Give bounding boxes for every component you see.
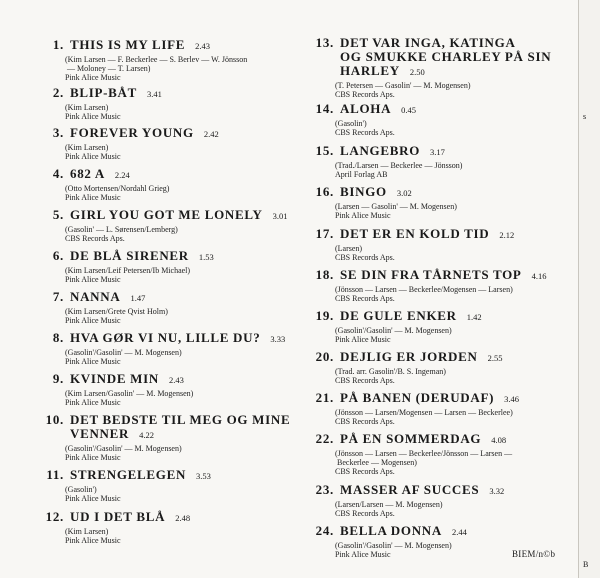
track-duration: 3.53 — [196, 471, 211, 481]
track-duration: 1.53 — [198, 252, 214, 262]
track-title: MASSER AF SUCCES — [340, 482, 480, 497]
track-title: BELLA DONNA — [340, 523, 442, 538]
track-title: DET ER EN KOLD TID — [340, 226, 490, 241]
track-title: DEJLIG ER JORDEN — [340, 349, 478, 364]
track-title-continued: OG SMUKKE CHARLEY PÅ SIN — [340, 49, 552, 64]
track-title: BINGO — [340, 184, 387, 199]
track-duration: 2.44 — [451, 527, 467, 537]
track-number: 18. — [315, 267, 334, 282]
track-title: UD I DET BLÅ — [70, 509, 166, 524]
track-credits: (Kim Larsen — F. Beckerlee — S. Berlev — W. Jönsson — Moloney — T. Larsen) — [65, 55, 248, 73]
track-publisher: CBS Records Aps. — [335, 294, 395, 303]
track-title: GIRL YOU GOT ME LONELY — [70, 207, 263, 222]
track-credits: (Jönsson — Larsen — Beckerlee/Jönsson — Larsen — Beckerlee — Mogensen) — [335, 449, 513, 467]
track-number: 14. — [315, 101, 334, 116]
track-8 — [40, 331, 302, 366]
track-duration: 3.32 — [489, 486, 505, 496]
track-publisher: Pink Alice Music — [65, 193, 121, 202]
track-duration: 0.45 — [401, 105, 417, 115]
track-9 — [40, 372, 302, 407]
track-duration: 3.33 — [270, 334, 286, 344]
track-publisher: Pink Alice Music — [65, 398, 121, 407]
track-title-continued: HARLEY — [340, 63, 400, 78]
track-credits: (Gasolin'/Gasolin' — M. Mogensen) — [335, 541, 452, 550]
track-credits: (Larsen — Gasolin' — M. Mogensen) — [335, 202, 457, 211]
track-credits: (Trad./Larsen — Beckerlee — Jönsson) — [335, 161, 463, 170]
track-number: 2. — [52, 85, 64, 100]
track-title: DET VAR INGA, KATINGA — [340, 35, 516, 50]
track-7 — [40, 290, 302, 325]
track-credits: (Jönsson — Larsen/Mogensen — Larsen — Beckerlee) — [335, 408, 513, 417]
track-publisher: CBS Records Aps. — [335, 90, 395, 99]
track-title: LANGEBRO — [340, 143, 421, 158]
track-number: 7. — [52, 289, 64, 304]
track-title: KVINDE MIN — [70, 371, 159, 386]
track-title: DE GULE ENKER — [340, 308, 457, 323]
track-publisher: CBS Records Aps. — [335, 376, 395, 385]
track-publisher: Pink Alice Music — [65, 536, 121, 545]
track-title: STRENGELEGEN — [70, 467, 187, 482]
track-14 — [310, 102, 578, 137]
track-title: THIS IS MY LIFE — [70, 37, 186, 52]
track-number: 13. — [315, 35, 334, 50]
track-number: 11. — [46, 467, 64, 482]
track-credits: (Gasolin'/Gasolin' — M. Mogensen) — [65, 444, 182, 453]
track-duration: 1.47 — [130, 293, 146, 303]
track-publisher: Pink Alice Music — [65, 357, 121, 366]
track-credits: (Trad. arr. Gasolin'/B. S. Ingeman) — [335, 367, 446, 376]
track-publisher: Pink Alice Music — [335, 335, 391, 344]
track-11 — [40, 468, 302, 503]
track-credits: (Gasolin') — [65, 485, 97, 494]
track-duration: 2.48 — [175, 513, 191, 523]
track-title: HVA GØR VI NU, LILLE DU? — [70, 330, 261, 345]
track-20 — [310, 350, 578, 385]
track-duration: 3.46 — [504, 394, 520, 404]
track-16 — [310, 185, 578, 220]
track-duration: 3.01 — [272, 211, 288, 221]
track-publisher: CBS Records Aps. — [65, 234, 125, 243]
track-number: 3. — [52, 125, 64, 140]
track-credits: (Kim Larsen/Grete Qvist Holm) — [65, 307, 168, 316]
track-5 — [40, 208, 302, 243]
track-title: FOREVER YOUNG — [70, 125, 194, 140]
track-number: 4. — [52, 166, 64, 181]
track-number: 24. — [315, 523, 334, 538]
track-duration: 2.55 — [487, 353, 503, 363]
edge-fragment-text: B — [583, 560, 589, 569]
track-credits: (Otto Mortensen/Nordahl Grieg) — [65, 184, 170, 193]
track-publisher: Pink Alice Music — [65, 73, 121, 82]
track-credits: (Kim Larsen) — [65, 143, 109, 152]
track-number: 5. — [52, 207, 64, 222]
track-number: 8. — [52, 330, 64, 345]
track-number: 12. — [45, 509, 64, 524]
track-duration: 3.17 — [430, 147, 445, 157]
track-number: 1. — [52, 37, 64, 52]
track-duration: 2.12 — [499, 230, 515, 240]
track-publisher: CBS Records Aps. — [335, 417, 395, 426]
track-title: ALOHA — [340, 101, 392, 116]
track-6 — [40, 249, 302, 284]
track-18 — [310, 268, 578, 303]
track-publisher: CBS Records Aps. — [335, 128, 395, 137]
track-2 — [40, 86, 302, 121]
track-publisher: Pink Alice Music — [335, 550, 391, 559]
track-number: 20. — [315, 349, 334, 364]
track-publisher: Pink Alice Music — [65, 152, 121, 161]
track-publisher: Pink Alice Music — [65, 494, 121, 503]
track-number: 19. — [315, 308, 334, 323]
track-title: SE DIN FRA TÅRNETS TOP — [340, 267, 522, 282]
track-credits: (Larsen/Larsen — M. Mogensen) — [335, 500, 443, 509]
track-duration: 1.42 — [466, 312, 482, 322]
track-number: 6. — [52, 248, 64, 263]
track-duration: 4.16 — [531, 271, 547, 281]
track-credits: (Jönsson — Larsen — Beckerlee/Mogensen — Larsen) — [335, 285, 513, 294]
track-duration: 2.50 — [409, 67, 425, 77]
track-number: 23. — [315, 482, 334, 497]
biem-rights-mark: BIEM/n©b — [512, 549, 556, 559]
track-title: PÅ BANEN (DERUDAF) — [340, 390, 495, 405]
track-number: 9. — [52, 371, 64, 386]
track-number: 16. — [315, 184, 334, 199]
track-number: 10. — [45, 412, 64, 427]
track-duration: 2.24 — [114, 170, 130, 180]
track-23 — [310, 483, 578, 518]
track-1 — [40, 38, 302, 82]
track-credits: (Kim Larsen/Gasolin' — M. Mogensen) — [65, 389, 194, 398]
track-10 — [40, 413, 302, 462]
track-publisher: Pink Alice Music — [65, 453, 121, 462]
track-publisher: April Forlag AB — [335, 170, 388, 179]
track-duration: 4.08 — [491, 435, 507, 445]
track-credits: (Larsen) — [335, 244, 363, 253]
track-credits: (Gasolin' — L. Sørensen/Lemberg) — [65, 225, 178, 234]
track-number: 15. — [315, 143, 334, 158]
track-publisher: Pink Alice Music — [65, 275, 121, 284]
track-3 — [40, 126, 302, 161]
track-publisher: CBS Records Aps. — [335, 467, 395, 476]
track-publisher: Pink Alice Music — [335, 211, 391, 220]
track-title: NANNA — [70, 289, 121, 304]
track-number: 21. — [315, 390, 334, 405]
track-13 — [310, 36, 578, 99]
track-duration: 3.41 — [147, 89, 162, 99]
track-17 — [310, 227, 578, 262]
track-publisher: Pink Alice Music — [65, 112, 121, 121]
track-15 — [310, 144, 578, 179]
track-credits: (Gasolin') — [335, 119, 367, 128]
track-publisher: CBS Records Aps. — [335, 253, 395, 262]
track-credits: (Kim Larsen) — [65, 103, 109, 112]
track-title-continued: VENNER — [70, 426, 130, 441]
track-number: 17. — [315, 226, 334, 241]
track-credits: (Kim Larsen) — [65, 527, 109, 536]
track-title: DET BEDSTE TIL MEG OG MINE — [70, 412, 291, 427]
edge-fragment-text: s — [583, 112, 587, 121]
track-duration: 4.22 — [139, 430, 154, 440]
track-19 — [310, 309, 578, 344]
track-duration: 3.02 — [396, 188, 412, 198]
track-12 — [40, 510, 302, 545]
track-title: BLIP-BÅT — [70, 85, 138, 100]
track-4 — [40, 167, 302, 202]
track-credits: (T. Petersen — Gasolin' — M. Mogensen) — [335, 81, 471, 90]
track-publisher: Pink Alice Music — [65, 316, 121, 325]
track-title: 682 A — [70, 166, 105, 181]
track-credits: (Kim Larsen/Leif Petersen/Ib Michael) — [65, 266, 191, 275]
adjacent-panel-edge — [578, 0, 600, 578]
track-22 — [310, 432, 578, 476]
track-credits: (Gasolin'/Gasolin' — M. Mogensen) — [65, 348, 182, 357]
track-number: 22. — [315, 431, 334, 446]
track-publisher: CBS Records Aps. — [335, 509, 395, 518]
track-title: DE BLÅ SIRENER — [70, 248, 189, 263]
track-duration: 2.42 — [203, 129, 219, 139]
track-credits: (Gasolin'/Gasolin' — M. Mogensen) — [335, 326, 452, 335]
track-duration: 2.43 — [195, 41, 211, 51]
track-21 — [310, 391, 578, 426]
track-duration: 2.43 — [168, 375, 184, 385]
track-title: PÅ EN SOMMERDAG — [340, 431, 482, 446]
